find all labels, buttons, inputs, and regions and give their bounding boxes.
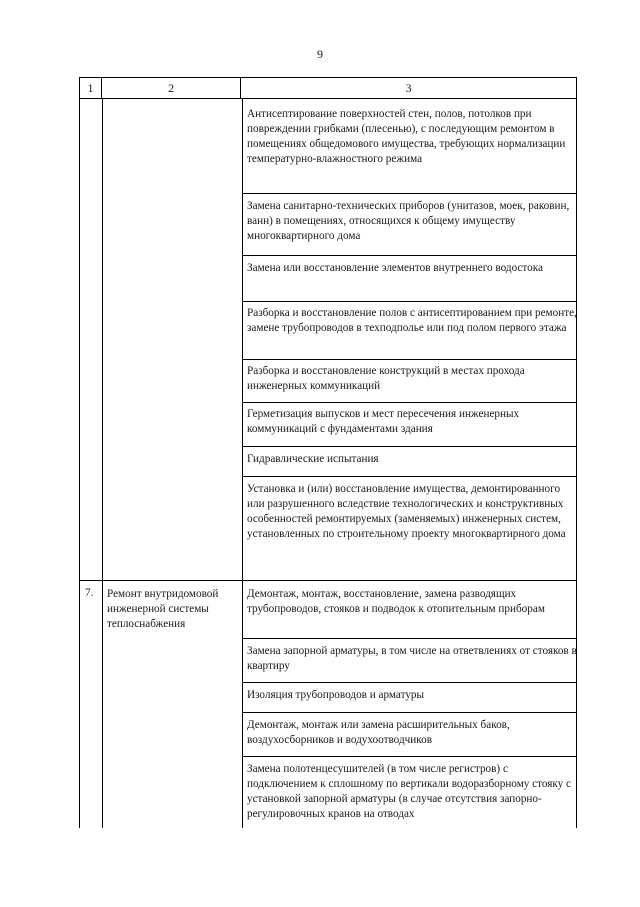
work-item: Разборка и восстановление конструкций в местах прохода инженерных коммуникаций xyxy=(247,365,525,392)
work-item: Демонтаж, монтаж, восстановление, замена разводящих трубопроводов, стояков и подводок к отопительным приборам xyxy=(247,588,545,615)
page-number: 9 xyxy=(317,47,323,61)
row-divider xyxy=(242,301,576,302)
column-divider xyxy=(102,98,103,828)
column-divider xyxy=(242,98,243,828)
work-item: Замена или восстановление элементов внутреннего водостока xyxy=(247,262,543,274)
row-divider xyxy=(242,712,576,713)
work-item: Изоляция трубопроводов и арматуры xyxy=(247,689,425,701)
work-item: Замена полотенцесушителей (в том числе регистров) с подключением к сплошному по вертикали водоразборному стояку с установкой запорной арматуры (в случае отсутствия запорно-регулировочных кранов на отводах xyxy=(247,763,572,820)
work-item: Антисептирование поверхностей стен, полов, потолков при повреждении грибками (плесенью), с последующим ремонтом в помещениях общедомового имущества, требующих нормализации температурно-влажностного режима xyxy=(247,108,566,165)
works-table xyxy=(79,98,577,828)
work-item: Установка и (или) восстановление имущества, демонтированного или разрушенного вследствие технологических и конструктивных особенностей ремонтируемых (заменяемых) инженерных систем, установленных по строительному проекту многоквартирного дома xyxy=(247,483,566,540)
row-divider xyxy=(80,580,576,581)
row-number: 7. xyxy=(85,587,94,599)
row-divider xyxy=(242,638,576,639)
system-name: Ремонт внутридомовой инженерной системы теплоснабжения xyxy=(107,588,219,630)
row-divider xyxy=(242,446,576,447)
row-divider xyxy=(242,193,576,194)
row-divider xyxy=(242,476,576,477)
work-item: Гидравлические испытания xyxy=(247,453,379,465)
work-item: Замена санитарно-технических приборов (унитазов, моек, раковин, ванн) в помещениях, относящихся к общему имуществу многоквартирного дома xyxy=(247,200,570,242)
work-item: Демонтаж, монтаж или замена расширительных баков, воздухосборников и водухоотводчиков xyxy=(247,719,510,746)
row-divider xyxy=(242,756,576,757)
header-col-1: 1 xyxy=(80,78,102,98)
row-divider xyxy=(242,682,576,683)
table-header-row xyxy=(79,77,577,99)
row-divider xyxy=(242,359,576,360)
row-divider xyxy=(242,255,576,256)
work-item: Разборка и восстановление полов с антисептированием при ремонте, замене трубопроводов в техподполье или под полом первого этажа xyxy=(247,307,577,334)
header-col-2: 2 xyxy=(102,78,241,98)
row-divider xyxy=(242,402,576,403)
header-col-3: 3 xyxy=(405,80,412,95)
work-item: Замена запорной арматуры, в том числе на ответвлениях от стояков в квартиру xyxy=(247,645,577,672)
work-item: Герметизация выпусков и мест пересечения инженерных коммуникаций с фундаментами здания xyxy=(247,408,520,435)
